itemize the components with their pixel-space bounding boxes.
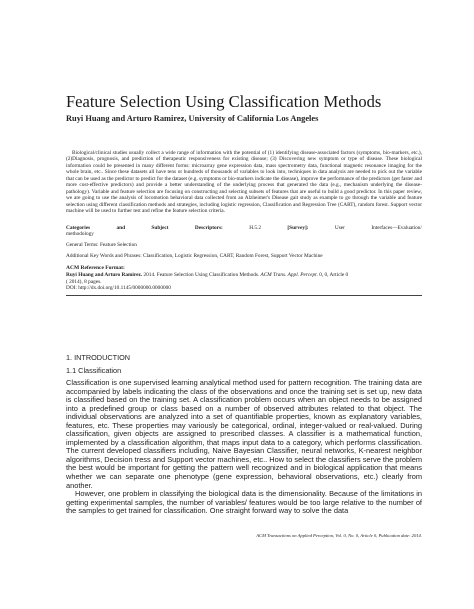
categories-descriptors — [66, 225, 422, 238]
body-text — [66, 379, 422, 516]
cat-word: User — [334, 225, 345, 231]
paragraph-1: Classification is one supervised learning analytical method used for pattern recognition. The training data are accompanied by labels indicating the class of the observations and once the training set is set up, new data is classified based on the training set. A classification problem occurs when an object needs to be assigned into a predefined group or class based on a number of observed attributes related to that object. The individual observations are analyzed into a set of quantifiable properties, known as explanatory variables, features, etc. These properties may variously be categorical, ordinal, integer-valued or real-valued. During classification, given objects are assigned to prescribed classes. A classifier is a mathematical function, implemented by a classification algorithm, that maps input data to a category, which performs classification. The current developed classifiers including, Naive Bayesian Classifier, neural networks, K-nearest neighbor algorithms, Decision tress and Support vector machines, etc.. How to select the classifiers serve the problem the best would be important for getting the pattern well recognized and in biological application that means whether we can separate one phenotype (gene expression, behavioral observations, etc.) clearly from another. — [66, 378, 422, 490]
acm-reference-line-1 — [66, 272, 422, 279]
paper-title: Feature Selection Using Classification Methods — [66, 92, 382, 111]
paragraph-2: However, one problem in classifying the biological data is the dimensionality. Because of the limitations in getting experimental samples, the number of variables/ features would be too large relative to the number of the samples to get trained for classification. One straight forward way to solve the data — [66, 489, 422, 516]
cat-word: and — [116, 225, 126, 231]
acm-doi: DOI: http://dx.doi.org/10.1145/0000000.0000000 — [66, 285, 171, 292]
cat-word: H.5.2 — [249, 225, 261, 231]
page-footer: ACM Transactions on Applied Perception, Vol. 0, No. 0, Article 0, Publication date: 2014. — [256, 533, 422, 538]
general-terms: General Terms: Feature Selection — [66, 242, 137, 248]
cat-word: [Survey]: — [287, 225, 309, 231]
divider-rule — [66, 295, 422, 296]
abstract: Biological/clinical studies usually collect a wide range of information with the potential of (1) identifying disease-associated factors (symptoms, bio-markers, etc.), (2)Diagnosis, prognosis, and prediction of therapeutic responsiveness for existing disease; (3) Discovering new symptom or type of disease. These biological information could be presented in many different forms: microarray gene expression data, mass spectrometry data, functional magnetic resonance imaging for the whole brain, etc.. Since these datasets all have tens or hundreds of thousands of variables to look into, techniques in data analysis are needed to pick out the variable that can be used as the predictor to predict for the dataset (e.g. symptoms or bio-markers indicate the disease), improve the performance of the predictors (get faster and more cost-effective predictors) and provide a better understanding of the underlying process that generated the data (e.g., mechanism underlying the disease-pathology). Variable and feature selection are focusing on constructing and selecting subsets of features that are useful to build a good predictor. In this paper review, we are going to use the analysis of locomotion behavioral data collected from an Alzheimer's Disease gait study as example to go through the variable and feature selection using different classification methods and strategies, including logistic regression, Classification and Regression Tree (CART), random forest. Support vector machine will be used to further test and refine the feature selection criteria. — [66, 150, 422, 215]
acm-volume: 0, 0, Article 0 — [317, 272, 349, 278]
acm-year-title: 2014. Feature Selection Using Classification Methods. — [142, 272, 260, 278]
subsection-heading: 1.1 Classification — [66, 366, 122, 375]
cat-word: Descriptors: — [194, 225, 223, 231]
categories-continuation: methodology — [66, 231, 94, 238]
section-heading: 1. INTRODUCTION — [66, 353, 131, 362]
acm-reference — [66, 272, 422, 292]
acm-journal: ACM Trans. Appl. Percept. — [259, 272, 318, 278]
acm-reference-line-2: ( 2014), 8 pages. — [66, 278, 102, 285]
author-line: Ruyi Huang and Arturo Ramirez, University of California Los Angeles — [66, 114, 319, 123]
cat-word: Categories — [66, 225, 91, 231]
acm-authors: Ruyi Huang and Arturo Ramirez. — [66, 272, 143, 278]
keywords: Additional Key Words and Phrases: Classification, Logistic Regression, CART, Random Forest, Support Vector Machine — [66, 253, 323, 259]
acm-reference-heading: ACM Reference Format: — [66, 265, 125, 271]
cat-word: Subject — [151, 225, 169, 231]
cat-word: Interfaces—Evaluation/ — [371, 225, 422, 231]
